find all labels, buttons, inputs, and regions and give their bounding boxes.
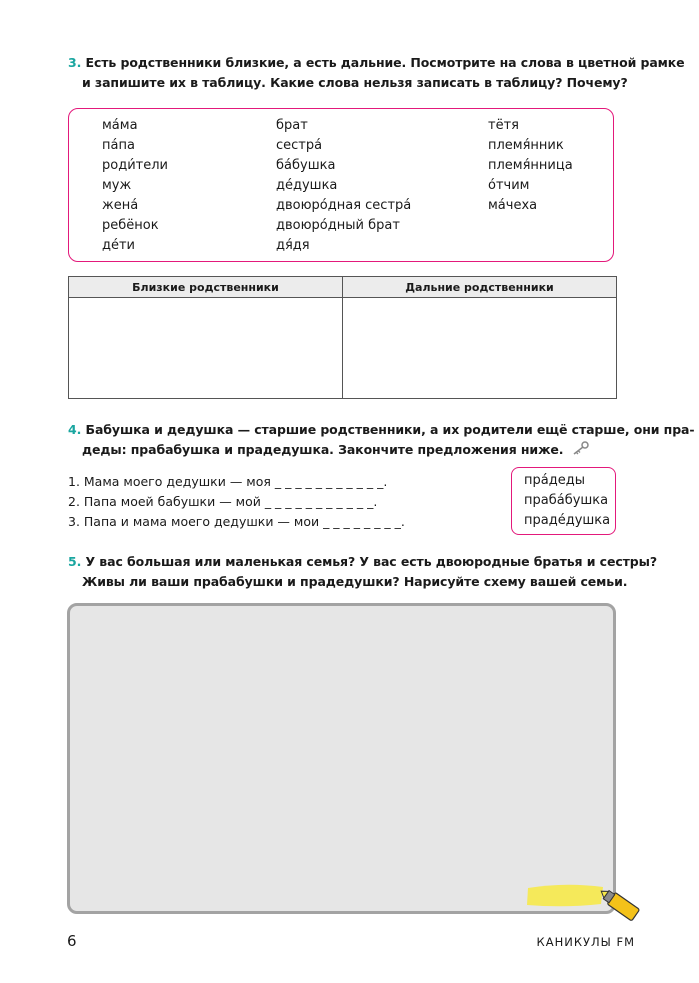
word: па́па xyxy=(102,138,135,153)
word-frame xyxy=(68,108,614,262)
task3-number: 3. xyxy=(68,55,82,70)
task3-heading xyxy=(68,53,685,93)
word: ребёнок xyxy=(102,218,159,233)
word: двоюро́дная сестра́ xyxy=(276,198,412,213)
page-number: 6 xyxy=(67,932,77,950)
task5-line1: 5. У вас большая или маленькая семья? У вас есть двоюродные братья и сестры? xyxy=(68,554,657,569)
word: ма́чеха xyxy=(488,198,538,213)
word: роди́тели xyxy=(102,158,168,173)
word: брат xyxy=(276,118,308,133)
answer-word: праде́душка xyxy=(524,513,611,528)
word: де́душка xyxy=(276,178,338,193)
close-relatives-header: Близкие родственники xyxy=(69,277,343,298)
task5-heading xyxy=(68,552,657,592)
word: дя́дя xyxy=(276,238,310,253)
word: муж xyxy=(102,178,132,193)
word: сестра́ xyxy=(276,138,323,153)
word: двоюро́дный брат xyxy=(276,218,400,233)
answer-word: пра́деды xyxy=(524,473,585,488)
brand-label: КАНИКУЛЫ FM xyxy=(536,935,635,949)
task3-line1: 3. Есть родственники близкие, а есть дальние. Посмотрите на слова в цветной рамке xyxy=(68,55,685,70)
task3-line2: и запишите их в таблицу. Какие слова нельзя записать в таблицу? Почему? xyxy=(82,75,628,90)
word: ма́ма xyxy=(102,118,138,133)
word: ба́бушка xyxy=(276,158,336,173)
word: тётя xyxy=(488,118,519,133)
word: о́тчим xyxy=(488,178,530,193)
relatives-table xyxy=(68,276,617,399)
task4-line1: 4. Бабушка и дедушка — старшие родственники, а их родители ещё старше, они пра- xyxy=(68,422,695,437)
sentence-2: 2. Папа моей бабушки — мой _ _ _ _ _ _ _ _ _ _ _. xyxy=(68,494,378,509)
word: жена́ xyxy=(102,198,139,213)
word: де́ти xyxy=(102,238,136,253)
key-icon xyxy=(572,441,590,461)
task4-heading xyxy=(68,420,695,461)
task5-line2: Живы ли ваши прабабушки и прадедушки? Нарисуйте схему вашей семьи. xyxy=(82,574,628,589)
task4-number: 4. xyxy=(68,422,82,437)
task5-number: 5. xyxy=(68,554,82,569)
family-drawing-area[interactable] xyxy=(67,603,616,914)
task4-line2: деды: прабабушка и прадедушка. Закончите предложения ниже. xyxy=(68,440,628,461)
distant-relatives-header: Дальние родственники xyxy=(343,277,617,298)
distant-relatives-cell[interactable] xyxy=(343,298,617,399)
word: племя́нник xyxy=(488,138,564,153)
highlighter-icon xyxy=(525,880,645,926)
word: племя́нница xyxy=(488,158,573,173)
answer-word: праба́бушка xyxy=(524,493,609,508)
close-relatives-cell[interactable] xyxy=(69,298,343,399)
sentence-1: 1. Мама моего дедушки — моя _ _ _ _ _ _ _ _ _ _ _. xyxy=(68,474,388,489)
sentence-3: 3. Папа и мама моего дедушки — мои _ _ _ _ _ _ _ _. xyxy=(68,514,405,529)
